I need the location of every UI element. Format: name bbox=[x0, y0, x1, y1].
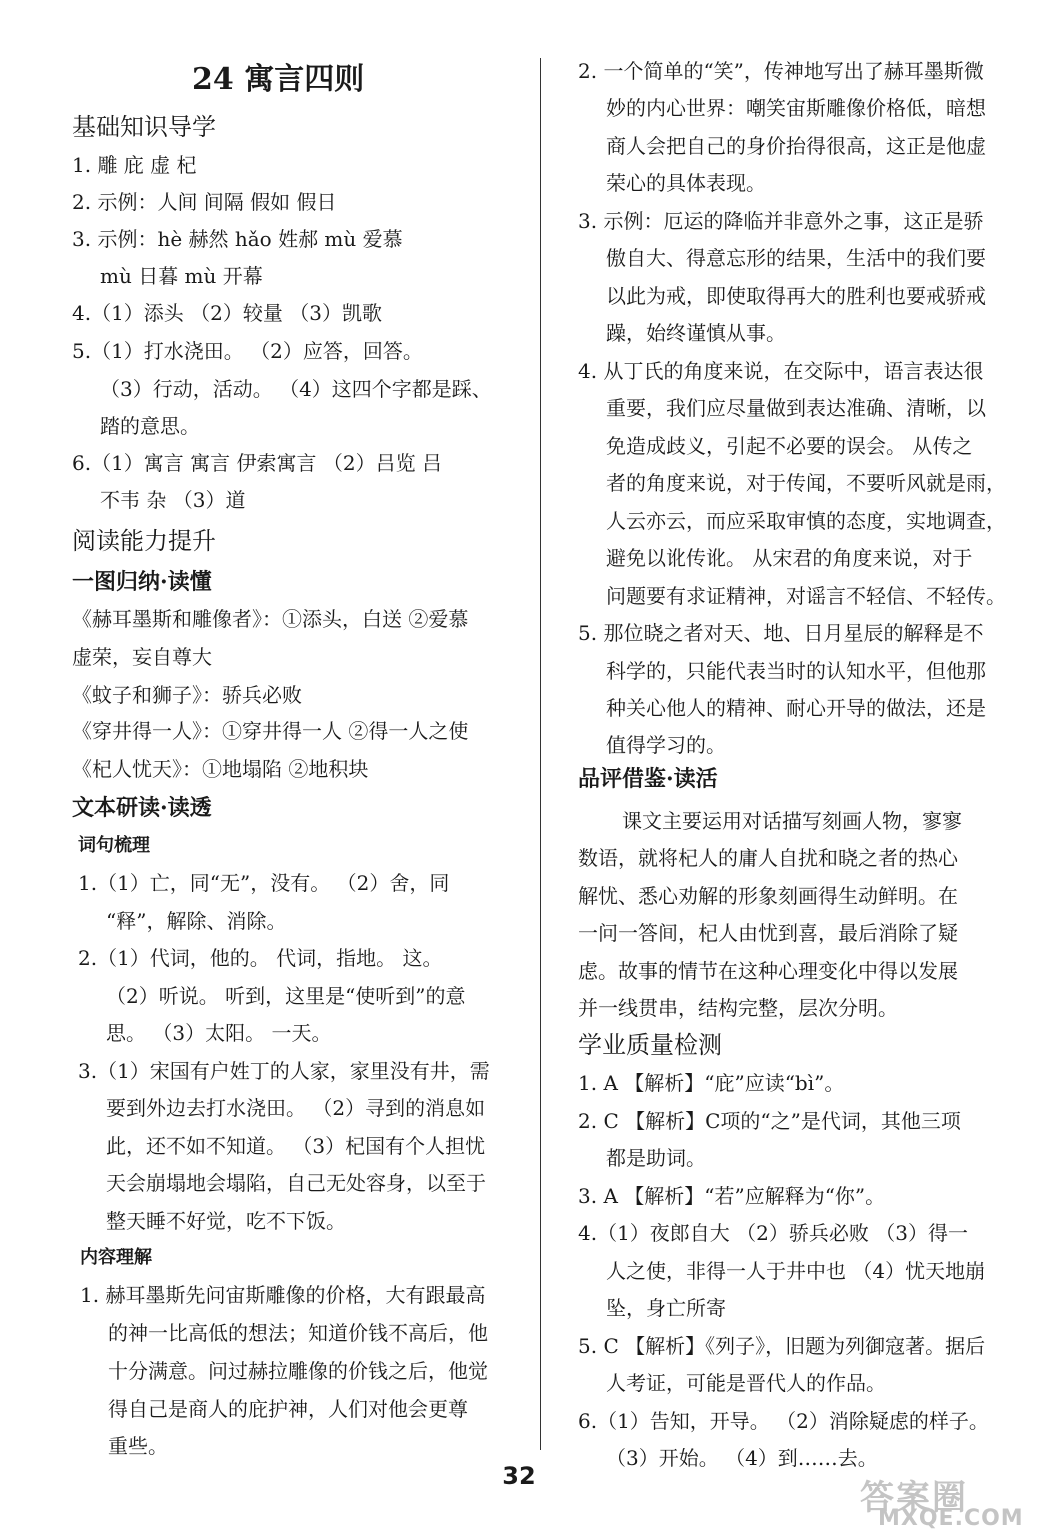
lesson-title: 24 寓言四则 bbox=[192, 62, 365, 97]
text-line: 问题要有求证精神，对谣言不轻信、不轻传。 bbox=[606, 584, 1006, 608]
text-line: 3. A 【解析】“若”应解释为“你”。 bbox=[578, 1184, 886, 1208]
text-line: （3）行动，活动。 （4）这四个字都是踩、 bbox=[100, 377, 492, 401]
text-line: 4. 从丁氏的角度来说，在交际中，语言表达很 bbox=[578, 359, 984, 383]
text-line: 以此为戒，即使取得再大的胜利也要戒骄戒 bbox=[606, 284, 986, 308]
text-line: 1. 赫耳墨斯先问宙斯雕像的价格，大有跟最高 bbox=[80, 1283, 486, 1307]
text-line: 的神一比高低的想法；知道价钱不高后，他 bbox=[108, 1321, 488, 1345]
text-line: 2.（1）代词，他的。 代词，指地。 这。 bbox=[78, 946, 443, 970]
text-line: 得自己是商人的庇护神，人们对他会更尊 bbox=[108, 1397, 468, 1421]
text-line: 3. 示例：厄运的降临并非意外之事，这正是骄 bbox=[578, 209, 984, 233]
watermark-url: MXQE.COM bbox=[878, 1506, 1024, 1531]
text-line: 商人会把自己的身价抬得很高，这正是他虚 bbox=[606, 134, 986, 158]
minor-heading: 词句梳理 bbox=[78, 835, 150, 856]
text-line: 科学的，只能代表当时的认知水平，但他那 bbox=[606, 659, 986, 683]
text-line: （3）开始。 （4）到……去。 bbox=[606, 1446, 878, 1470]
text-line: 坠，身亡所寄 bbox=[606, 1296, 726, 1320]
text-line: 并一线贯串，结构完整，层次分明。 bbox=[578, 996, 898, 1020]
page-number: 32 bbox=[502, 1462, 536, 1490]
text-line: 1. A 【解析】“庇”应读“bì”。 bbox=[578, 1071, 845, 1095]
text-line: 数语，就将杞人的庸人自扰和晓之者的热心 bbox=[578, 846, 958, 870]
text-line: 课文主要运用对话描写刻画人物，寥寥 bbox=[622, 809, 962, 833]
watermark-logo bbox=[860, 1470, 1030, 1532]
text-line: 人云亦云，而应采取审慎的态度，实地调查， bbox=[606, 509, 1006, 533]
text-line: 一问一答间，杞人由忧到喜，最后消除了疑 bbox=[578, 921, 958, 945]
subsection-heading: 一图归纳·读懂 bbox=[72, 569, 212, 595]
subsection-heading: 文本研读·读透 bbox=[72, 795, 212, 821]
text-line: 3. 示例：hè 赫然 hǎo 姓郝 mù 爱慕 bbox=[72, 227, 403, 251]
text-line: 5. C 【解析】《列子》，旧题为列御寇著。据后 bbox=[578, 1334, 986, 1358]
text-line: mù 日暮 mù 开幕 bbox=[100, 264, 263, 288]
text-line: 6.（1）告知，开导。 （2）消除疑虑的样子。 bbox=[578, 1409, 989, 1433]
text-line: 荣心的具体表现。 bbox=[606, 171, 766, 195]
text-line: “释”，解除、消除。 bbox=[106, 909, 287, 933]
text-line: 都是助词。 bbox=[606, 1146, 706, 1170]
text-line: 值得学习的。 bbox=[606, 733, 726, 757]
watermark-text: 答案圈 bbox=[860, 1478, 968, 1518]
text-line: 虚荣，妄自尊大 bbox=[72, 645, 212, 669]
text-line: 4.（1）夜郎自大 （2）骄兵必败 （3）得一 bbox=[578, 1221, 968, 1245]
text-line: （2）听说。 听到，这里是“使听到”的意 bbox=[106, 984, 466, 1008]
text-line: 免造成歧义，引起不必要的误会。 从传之 bbox=[606, 434, 973, 458]
text-line: 天会崩塌地会塌陷，自己无处容身，以至于 bbox=[106, 1171, 486, 1195]
section-heading: 学业质量检测 bbox=[578, 1031, 722, 1059]
text-line: 6.（1）寓言 寓言 伊索寓言 （2）吕览 吕 bbox=[72, 451, 442, 475]
text-line: 此，还不如不知道。 （3）杞国有个人担忧 bbox=[106, 1134, 486, 1158]
text-line: 要到外边去打水浇田。 （2）寻到的消息如 bbox=[106, 1096, 486, 1120]
text-line: 重些。 bbox=[108, 1434, 168, 1458]
text-line: 2. 示例：人间 间隔 假如 假日 bbox=[72, 190, 337, 214]
text-line: 4.（1）添头 （2）较量 （3）凯歌 bbox=[72, 301, 382, 325]
text-line: 重要，我们应尽量做到表达准确、清晰，以 bbox=[606, 396, 986, 420]
subsection-heading: 品评借鉴·读活 bbox=[578, 766, 718, 792]
minor-heading: 内容理解 bbox=[80, 1247, 152, 1268]
text-line: 《穿井得一人》：①穿井得一人 ②得一人之使 bbox=[72, 719, 469, 743]
text-line: 《蚊子和狮子》：骄兵必败 bbox=[72, 683, 302, 707]
section-heading: 阅读能力提升 bbox=[72, 527, 216, 555]
column-divider bbox=[540, 58, 541, 1450]
text-line: 5. 那位晓之者对天、地、日月星辰的解释是不 bbox=[578, 621, 984, 645]
text-line: 躁，始终谨慎从事。 bbox=[606, 321, 786, 345]
text-line: 人考证，可能是晋代人的作品。 bbox=[606, 1371, 886, 1395]
text-line: 1.（1）亡，同“无”，没有。 （2）舍，同 bbox=[78, 871, 450, 895]
text-line: 《赫耳墨斯和雕像者》：①添头，白送 ②爱慕 bbox=[72, 607, 469, 631]
text-line: 傲自大、得意忘形的结果，生活中的我们要 bbox=[606, 246, 986, 270]
text-line: 整天睡不好觉，吃不下饭。 bbox=[106, 1209, 346, 1233]
text-line: 3.（1）宋国有户姓丁的人家，家里没有井，需 bbox=[78, 1059, 490, 1083]
text-line: 妙的内心世界：嘲笑宙斯雕像价格低，暗想 bbox=[606, 96, 986, 120]
text-line: 解忧、悉心劝解的形象刻画得生动鲜明。在 bbox=[578, 884, 958, 908]
text-line: 者的角度来说，对于传闻，不要听风就是雨， bbox=[606, 471, 1006, 495]
text-line: 5.（1）打水浇田。 （2）应答，回答。 bbox=[72, 339, 423, 363]
text-line: 十分满意。问过赫拉雕像的价钱之后，他觉 bbox=[108, 1359, 488, 1383]
text-line: 种关心他人的精神、耐心开导的做法，还是 bbox=[606, 696, 986, 720]
text-line: 不韦 杂 （3）道 bbox=[100, 488, 246, 512]
text-line: 人之使，非得一人于井中也 （4）忧天地崩 bbox=[606, 1259, 986, 1283]
text-line: 《杞人忧天》：①地塌陷 ②地积块 bbox=[72, 757, 369, 781]
section-heading: 基础知识导学 bbox=[72, 113, 216, 141]
text-line: 避免以讹传讹。 从宋君的角度来说，对于 bbox=[606, 546, 973, 570]
text-line: 思。 （3）太阳。 一天。 bbox=[106, 1021, 332, 1045]
text-line: 虑。故事的情节在这种心理变化中得以发展 bbox=[578, 959, 958, 983]
text-line: 1. 雕 庇 虚 杞 bbox=[72, 153, 197, 177]
text-line: 2. 一个简单的“笑”，传神地写出了赫耳墨斯微 bbox=[578, 59, 984, 83]
text-line: 2. C 【解析】C项的“之”是代词，其他三项 bbox=[578, 1109, 961, 1133]
text-line: 踏的意思。 bbox=[100, 414, 200, 438]
